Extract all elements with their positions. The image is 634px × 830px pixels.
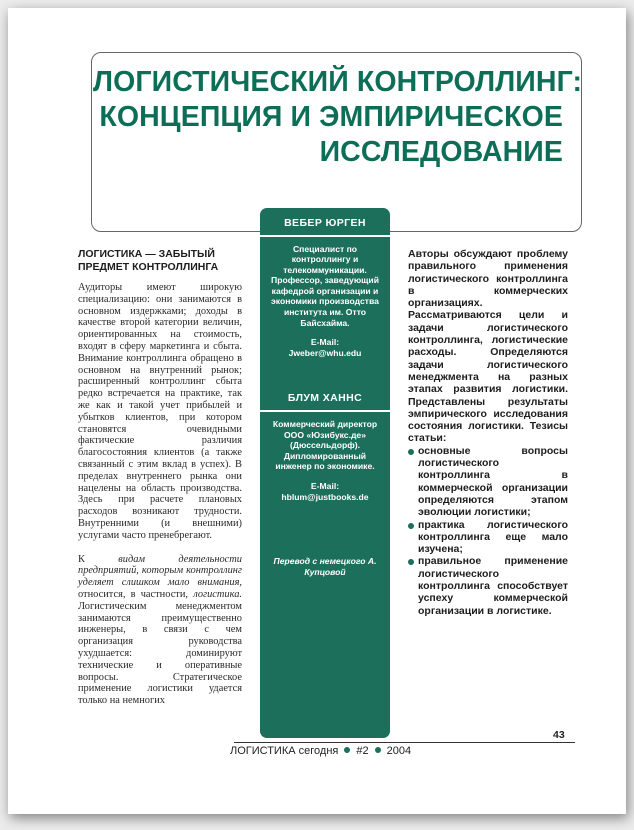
author-2-email[interactable]: hblum@justbooks.de xyxy=(281,491,369,502)
author-2-name: БЛУМ ХАННС xyxy=(287,392,363,405)
author-1-bio: Специалист по контроллингу и телекоммуникации. Профессор, заведующий кафедрой организации и экономики производства института им. Отто Байсхайма. xyxy=(271,243,379,328)
author-1-name: ВЕБЕР ЮРГЕН xyxy=(284,217,366,229)
list-item: практика логистического контроллинга еще мало изучена; xyxy=(408,519,568,556)
theses-list xyxy=(408,445,568,617)
paragraph-2-middle: относится, в частности, xyxy=(78,588,194,600)
dot-icon xyxy=(344,747,350,753)
footer xyxy=(230,745,490,757)
author-2-email-label: E-Mail: xyxy=(310,480,340,491)
author-2-email-block xyxy=(260,481,390,502)
paragraph-2-start: К xyxy=(78,553,119,565)
dot-icon xyxy=(375,747,381,753)
bullet-icon xyxy=(408,449,414,455)
paragraph-1: Аудиторы имеют широкую специализацию: они занимаются в основном издержками; доходы в качестве второй категории величин, ориентированных на стоимость, входят в сферу маркетинга и сбыта. Внимание контроллинга обращено в основном на внутренний рынок; расширенный контроллинг сбыта редко встречается на практике, так же как и такой учет прибылей и убытков клиентов, при котором становятся очевидными фактические различия благосостояния клиентов (а также связанный с этим вклад в успех). В пределах внутреннего рынка они нацелены на область производства. Здесь при расчете плановых расходов возникают трудности. Внутренними (и внешними) услугами часто пренебрегают. xyxy=(78,282,242,541)
bullet-icon xyxy=(408,559,414,565)
journal-name: ЛОГИСТИКА сегодня xyxy=(230,745,339,757)
paragraph-2 xyxy=(78,554,242,707)
list-item: правильное применение логистического контроллинга способствует успеху коммерческой организации в логистике. xyxy=(408,555,568,616)
title-line-2: КОНЦЕПЦИЯ И ЭМПИРИЧЕСКОЕ xyxy=(99,101,563,133)
footer-divider xyxy=(234,742,575,743)
issue-year: 2004 xyxy=(386,745,412,757)
list-item: основные вопросы логистического контроллинга в коммерческой организации определяются этапом эволюции логистики; xyxy=(408,445,568,519)
paragraph-2-emphasis: видам деятельности предприятий, которым контроллинг уделяет слишком мало внимания, xyxy=(78,553,242,589)
translation-credit: Перевод с немецкого А. Купцовой xyxy=(273,556,377,577)
abstract-column xyxy=(408,248,568,617)
author-1-email-block xyxy=(260,337,390,358)
page-number: 43 xyxy=(553,729,565,741)
issue-number: #2 xyxy=(356,745,369,757)
authors-column xyxy=(260,208,390,738)
title-line-1: ЛОГИСТИЧЕСКИЙ КОНТРОЛЛИНГ: xyxy=(93,66,583,98)
left-text-column xyxy=(78,248,242,707)
section-heading: ЛОГИСТИКА — ЗАБЫТЫЙ ПРЕДМЕТ КОНТРОЛЛИНГА xyxy=(78,248,219,273)
author-2-divider xyxy=(260,410,390,412)
article-title xyxy=(93,65,583,170)
author-1-email[interactable]: Jweber@whu.edu xyxy=(288,347,362,358)
abstract-intro: Авторы обсуждают проблему правильного применения логистического контроллинга в коммерческих организациях. Рассматриваются цели и задачи логистического контроллинга, логистические расходы. Определяются задачи логистического менеджмента на разных этапах развития логистики. Представлены результаты эмпирического исследования состояния логистики. Тезисы статьи: xyxy=(408,248,568,445)
author-2-bio: Коммерческий директор ООО «Юзибукс.де» (Дюссельдорф). Дипломированный инженер по экономике. xyxy=(272,418,378,472)
title-line-3: ИССЛЕДОВАНИЕ xyxy=(319,136,563,168)
paragraph-2-end: Логистическим менеджментом занимаются преимущественно инженеры, в связи с чем организация руководства ухудшается: доминируют технические и оперативные вопросы. Стратегическое применение логистики удается только на немногих xyxy=(78,600,242,707)
author-1-email-label: E-Mail: xyxy=(310,337,340,348)
title-frame xyxy=(91,52,582,232)
magazine-page xyxy=(8,8,626,814)
bullet-icon xyxy=(408,523,414,529)
author-1-divider xyxy=(260,235,390,237)
paragraph-2-emphasis-2: логистика. xyxy=(193,588,242,600)
